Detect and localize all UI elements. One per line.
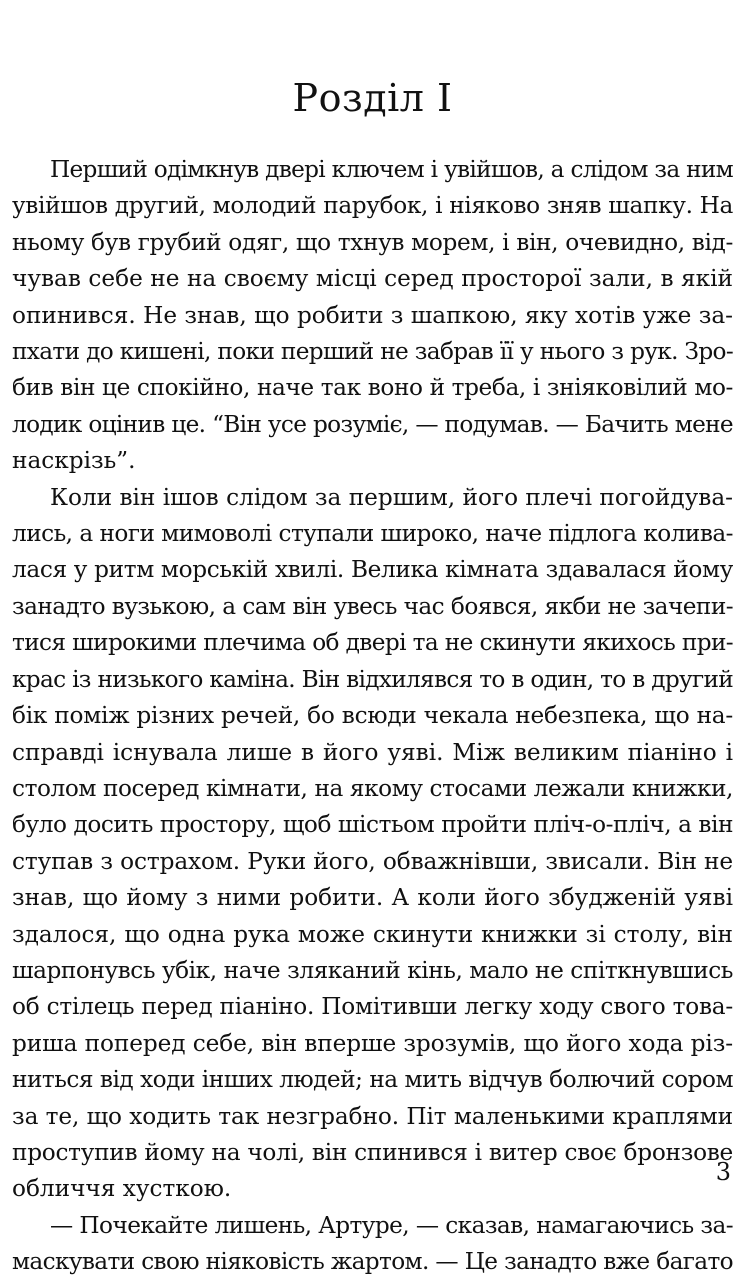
text-line: лася у ритм морській хвилі. Велика кімната здавалася йому [12, 556, 733, 584]
chapter-title: Розділ I [292, 76, 453, 120]
paragraph [12, 480, 733, 1208]
body-text [12, 152, 733, 1281]
text-line: увійшов другий, молодий парубок, і ніяково зняв шапку. На [12, 192, 733, 220]
text-line: наскрізь”. [12, 447, 136, 475]
text-line: опинився. Не знав, що робити з шапкою, яку хотів уже за- [12, 301, 733, 329]
text-line: бив він це спокійно, наче так воно й треба, і зніяковілий мо- [12, 374, 733, 402]
text-line: обличчя хусткою. [12, 1175, 232, 1203]
text-line: — Почекайте лишень, Артуре, — сказав, намагаючись за- [50, 1211, 733, 1239]
text-line: бік поміж різних речей, бо всюди чекала небезпека, що на- [12, 702, 733, 730]
text-line: лодик оцінив це. “Він усе розуміє, — подумав. — Бачить мене [12, 410, 733, 438]
text-line: чував себе не на своєму місці серед просторої зали, в якій [12, 265, 733, 293]
text-line: ньому був грубий одяг, що тхнув морем, і він, очевидно, від- [12, 228, 733, 256]
text-line: крас із низького каміна. Він відхилявся то в один, то в другий [12, 665, 733, 693]
text-line: знав, що йому з ними робити. А коли його збудженій уяві [12, 884, 733, 912]
text-line: столом посеред кімнати, на якому стосами лежали книжки, [12, 774, 733, 802]
text-line: проступив йому на чолі, він спинився і витер своє бронзове [12, 1138, 733, 1166]
text-line: Перший одімкнув двері ключем і увійшов, а слідом за ним [50, 156, 733, 183]
page-number: 3 [715, 1158, 731, 1186]
text-line: шарпонувсь убік, наче зляканий кінь, мало не спіткнувшись [12, 956, 733, 984]
paragraph [12, 152, 733, 480]
text-line: пхати до кишені, поки перший не забрав її у нього з рук. Зро- [12, 338, 733, 366]
text-line: Коли він ішов слідом за першим, його плечі погойдува- [50, 483, 733, 511]
text-line: було досить простору, щоб шістьом пройти пліч-о-пліч, а він [12, 811, 733, 839]
text-line: ступав з острахом. Руки його, обважнівши, звисали. Він не [12, 847, 733, 875]
text-line: риша поперед себе, він вперше зрозумів, що його хода різ- [12, 1029, 733, 1057]
text-line: здалося, що одна рука може скинути книжки зі столу, він [12, 920, 733, 948]
text-line: справді існувала лише в його уяві. Між великим піаніно і [12, 738, 733, 766]
text-line: за те, що ходить так незграбно. Піт маленькими краплями [12, 1102, 733, 1130]
text-line: ниться від ходи інших людей; на мить відчув болючий сором [12, 1066, 733, 1094]
text-line: лись, а ноги мимоволі ступали широко, наче підлога колива- [12, 520, 733, 548]
text-line: об стілець перед піаніно. Помітивши легку ходу свого това- [12, 993, 733, 1021]
text-line: занадто вузькою, а сам він увесь час боявся, якби не зачепи- [12, 592, 733, 620]
paragraph [12, 1208, 733, 1281]
text-line: тися широкими плечима об двері та не скинути якихось при- [12, 629, 733, 657]
text-line: маскувати свою ніяковість жартом. — Це занадто вже багато [12, 1248, 733, 1276]
